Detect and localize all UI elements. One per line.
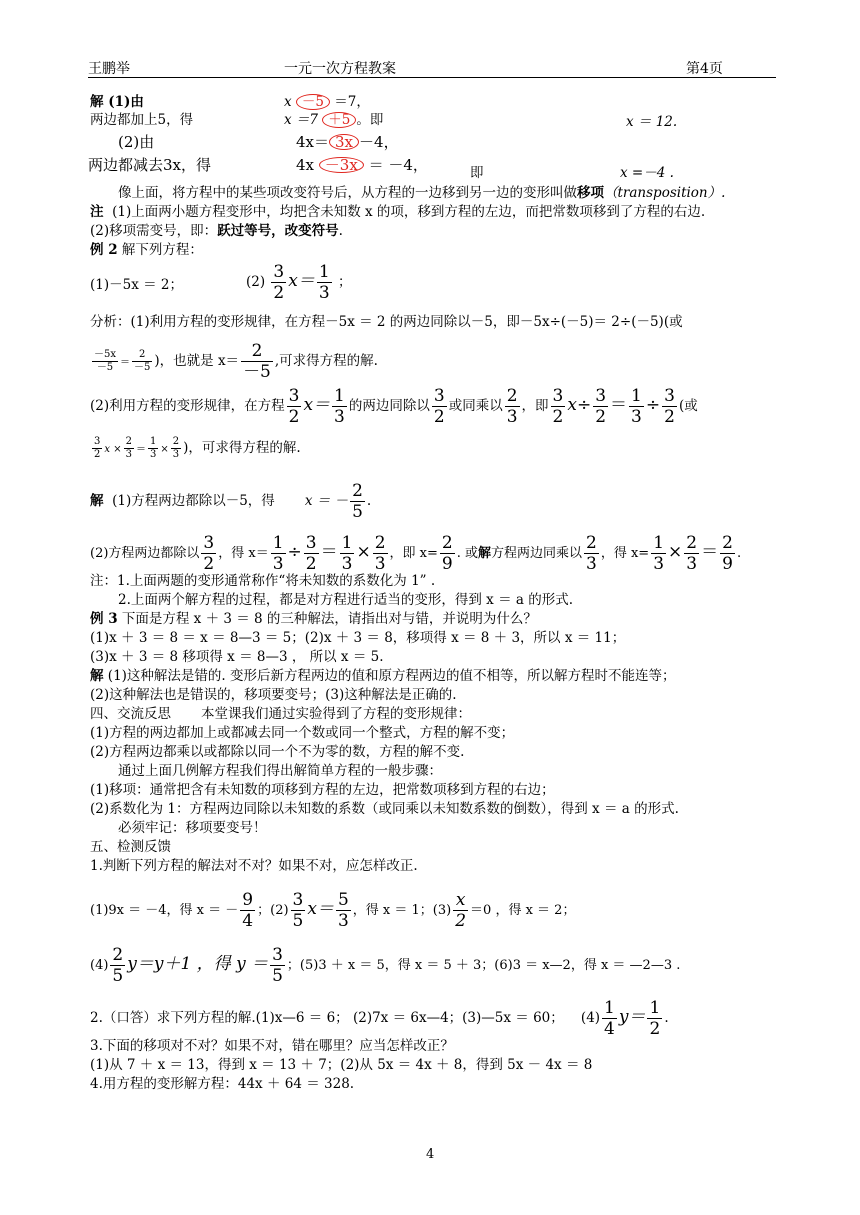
question2 — [90, 998, 669, 1039]
fraction-denominator: 3 — [341, 554, 353, 574]
fraction-denominator: 3 — [318, 283, 330, 303]
fraction-numerator: 3 — [292, 890, 304, 910]
text-fragment: (2)利用方程的变形规律，在方程 — [90, 398, 285, 414]
note3: 注：1.上面两题的变形通常称作“将未知数的系数化为 1” . — [90, 573, 436, 589]
fraction — [720, 533, 735, 574]
page-number: 4 — [426, 1147, 435, 1162]
text-fragment: ＝ －4， — [363, 156, 428, 174]
fraction-numerator: 2 — [125, 436, 132, 447]
fraction-denominator: 2 — [552, 407, 564, 427]
text-fragment: (1)上面两小题方程变形中，均把含未知数 x 的项，移到方程的左边，而把常数项移到了方程的右边. — [112, 204, 706, 220]
sol1-line3-eq — [296, 133, 399, 151]
fraction-denominator: 3 — [586, 554, 597, 574]
text-fragment: x ＝7 — [284, 112, 323, 128]
text-fragment: y＝y＋1 ，得 y ＝ — [127, 954, 269, 974]
question1-title: 1.判断下列方程的解法对不对？如果不对，应怎样改正. — [90, 858, 418, 874]
text-fragment: 注 — [90, 204, 104, 220]
question4: 4.用方程的变形解方程：44x ＋ 64 ＝ 328. — [90, 1076, 355, 1092]
text-fragment: 解 — [477, 546, 491, 561]
question3-title: 3.下面的移项对不对？如果不对，错在哪里？应当怎样改正？ — [90, 1038, 454, 1054]
fraction — [291, 890, 306, 931]
text-fragment: ＝ — [701, 542, 719, 562]
fraction-numerator: 3 — [203, 533, 215, 553]
fraction — [340, 533, 355, 574]
fraction-denominator: 2 — [203, 554, 215, 574]
text-fragment: x × — [104, 444, 122, 455]
fraction-numerator: 3 — [552, 386, 564, 406]
example2-heading — [90, 241, 203, 259]
section5-heading: 五、检测反馈 — [90, 839, 171, 855]
fraction-denominator: 3 — [272, 554, 284, 574]
section4-line6: 必须牢记：移项要变号！ — [118, 820, 267, 836]
circled-term: 3x — [329, 134, 359, 150]
text-fragment: 四、交流反思 — [90, 706, 171, 722]
question1-line2 — [90, 945, 680, 986]
fraction — [662, 386, 677, 427]
fraction-denominator: 2 — [94, 449, 101, 460]
fraction-denominator: 3 — [337, 911, 349, 931]
fraction-numerator: 2 — [506, 386, 518, 406]
fraction — [124, 436, 134, 461]
fraction-denominator: 2 — [455, 911, 467, 931]
header-author: 王鹏举 — [88, 61, 130, 77]
fraction-numerator: 2 — [722, 533, 733, 553]
para-transposition — [118, 184, 725, 202]
sol1-line1-label: 解 (1)由 — [90, 94, 144, 110]
fraction-numerator: －5x — [94, 349, 117, 360]
fraction-denominator: 3 — [149, 449, 157, 460]
fraction — [110, 945, 125, 986]
text-fragment: －4， — [359, 133, 399, 151]
fraction — [270, 945, 285, 986]
text-fragment: 像上面，将方程中的某些项改变符号后，从方程的一边移到另一边的变形叫做 — [118, 185, 577, 201]
analysis2-line2 — [90, 436, 301, 461]
sol1-line3-label: (2)由 — [118, 133, 155, 151]
fraction-denominator: 2 — [649, 1019, 661, 1039]
text-fragment: 移项 — [577, 185, 604, 201]
text-fragment: 4x＝ — [296, 133, 330, 151]
fraction — [240, 890, 255, 931]
section4-heading — [90, 705, 471, 723]
fraction — [317, 262, 332, 303]
solution2-line1 — [90, 481, 371, 522]
fraction-denominator: 3 — [374, 554, 386, 574]
text-fragment: . — [366, 493, 372, 509]
fraction-denominator: －5 — [134, 362, 151, 373]
fraction-denominator: 3 — [686, 554, 698, 574]
sol1-line4-label: 两边都减去3x，得 — [88, 156, 212, 174]
fraction-denominator: 4 — [242, 911, 254, 931]
fraction-numerator: 2 — [132, 349, 152, 362]
fraction-denominator: －5 — [243, 362, 271, 382]
fraction — [551, 386, 566, 427]
circled-term: ＋5 — [322, 112, 356, 128]
text-fragment: x — [284, 94, 296, 110]
fraction-denominator: －5 — [96, 362, 114, 373]
fraction-numerator: 3 — [94, 436, 101, 447]
circled-term: －5 — [296, 94, 330, 110]
fraction — [505, 386, 520, 427]
fraction-numerator: 1 — [341, 533, 353, 553]
fraction — [432, 386, 447, 427]
fraction-numerator: 3 — [305, 533, 317, 553]
fraction-numerator: 9 — [242, 890, 254, 910]
fraction-numerator: 2 — [112, 945, 124, 965]
text-fragment: × — [668, 542, 683, 562]
text-fragment: ＝ — [120, 357, 131, 368]
fraction-denominator: 5 — [112, 966, 124, 986]
note1 — [90, 203, 705, 221]
sol1-line5-result: x =－4 . — [620, 165, 674, 181]
example3-line2: (3)x ＋ 3 ＝ 8 移项得 x ＝ 8—3 ， 所以 x ＝ 5. — [90, 649, 384, 665]
section4-line4: (1)移项：通常把含有未知数的项移到方程的左边，把常数项移到方程的右边； — [90, 782, 555, 798]
fraction — [336, 890, 351, 931]
fraction — [332, 386, 347, 427]
text-fragment: ，得 x ＝ 1；(3) — [352, 903, 452, 918]
example3-heading — [90, 610, 537, 628]
fraction-numerator: 1 — [149, 436, 157, 447]
section4-line5: (2)系数化为 1：方程两边同除以未知数的系数（或同乘以未知数系数的倒数），得到 x ＝ a 的形式. — [90, 801, 679, 817]
fraction — [647, 998, 662, 1039]
text-fragment: (4) — [580, 1010, 601, 1026]
text-fragment: (1)9x ＝ －4，得 x ＝ － — [90, 903, 239, 918]
fraction-numerator: x — [453, 890, 468, 911]
text-fragment: 4x — [296, 156, 319, 174]
text-fragment: ,可求得方程的解. — [274, 353, 378, 369]
fraction-denominator: 2 — [305, 554, 317, 574]
solution3-line2: (2)这种解法也是错误的，移项要变号；(3)这种解法是正确的. — [90, 687, 457, 703]
text-fragment: ；(5)3 ＋ x ＝ 5，得 x ＝ 5 ＋ 3；(6)3 ＝ x—2，得 x ＝ —2—3 . — [286, 958, 681, 973]
text-fragment: 或同乘以 — [448, 398, 503, 414]
text-fragment: 的两边同除以 — [348, 398, 430, 414]
text-fragment: × — [356, 542, 371, 562]
fraction-numerator: 2 — [352, 481, 363, 501]
text-fragment: ＝7， — [330, 94, 370, 110]
text-fragment: . — [736, 546, 742, 561]
analysis1-line2 — [90, 341, 378, 382]
text-fragment: (1)方程两边都除以－5，得 — [112, 493, 275, 509]
question1-line1 — [90, 890, 575, 931]
fraction — [148, 436, 158, 461]
fraction-denominator: 2 — [288, 407, 300, 427]
fraction-numerator: 2 — [172, 436, 180, 447]
text-fragment: ＝ — [320, 542, 338, 562]
text-fragment: ＝ — [610, 395, 628, 415]
solution3-line1 — [90, 667, 676, 685]
fraction-numerator: 3 — [664, 386, 675, 406]
text-fragment: （transposition）. — [604, 185, 726, 201]
fraction — [584, 533, 599, 574]
fraction — [92, 436, 102, 461]
analysis2-line1 — [90, 386, 698, 427]
header-rule — [88, 77, 776, 78]
section4-line2: (2)方程两边都乘以或都除以同一个不为零的数，方程的解不变. — [90, 744, 465, 760]
example2-item1: (1)－5x ＝ 2； — [90, 277, 183, 293]
fraction-denominator: 2 — [273, 283, 285, 303]
text-fragment: (或 — [678, 398, 698, 414]
fraction — [629, 386, 644, 427]
fraction-numerator: 1 — [631, 386, 642, 406]
text-fragment: )，也就是 x＝ — [154, 353, 240, 369]
fraction — [593, 386, 608, 427]
sol1-line5-ji: 即 — [470, 165, 484, 181]
fraction-numerator: 1 — [653, 533, 665, 553]
text-fragment: (2) — [246, 274, 266, 290]
sol1-line4-eq — [296, 156, 428, 174]
fraction-numerator: 2 — [441, 533, 453, 553]
text-fragment: 跃过等号，改变符号 — [217, 223, 339, 239]
text-fragment: y＝ — [618, 1007, 646, 1027]
fraction-numerator: 1 — [604, 998, 615, 1018]
fraction-numerator: 2 — [586, 533, 597, 553]
section4-line3: 通过上面几例解方程我们得出解简单方程的一般步骤： — [118, 763, 442, 779]
fraction — [171, 436, 181, 461]
sol1-line1-eq — [284, 93, 370, 111]
text-fragment: x ＝ － — [304, 493, 349, 509]
text-fragment: x＝ — [288, 271, 315, 291]
text-fragment: x＝ — [307, 899, 334, 919]
fraction-numerator: 5 — [337, 890, 349, 910]
fraction-numerator: 1 — [334, 386, 345, 406]
text-fragment: × — [160, 444, 169, 455]
text-fragment: ，即 — [521, 398, 549, 414]
text-fragment: ； — [337, 274, 352, 290]
text-fragment: 例 2 — [90, 242, 118, 258]
text-fragment: ＝0 ，得 x ＝ 2； — [470, 903, 576, 918]
text-fragment: 2.（口答）求下列方程的解.(1)x—6 ＝ 6； (2)7x ＝ 6x—4；(3)—5x ＝ 60； — [90, 1010, 564, 1026]
fraction — [271, 262, 286, 303]
text-fragment: x÷ — [567, 395, 592, 415]
text-fragment: ；(2) — [257, 903, 289, 918]
fraction — [132, 349, 152, 374]
sol1-line2-result: x ＝ 12. — [626, 114, 678, 130]
fraction — [684, 533, 699, 574]
fraction-denominator: 5 — [292, 911, 304, 931]
section4-line1: (1)方程的两边都加上或都减去同一个数或同一个整式，方程的解不变； — [90, 725, 515, 741]
text-fragment: 解 — [90, 493, 104, 509]
text-fragment: ，得 x＝ — [218, 546, 269, 561]
fraction-denominator: 2 — [595, 407, 607, 427]
fraction-numerator: 2 — [686, 533, 698, 553]
fraction-denominator: 3 — [125, 449, 132, 460]
text-fragment: ，即 x= — [389, 546, 438, 561]
example2-item2 — [246, 262, 351, 303]
fraction — [201, 533, 216, 574]
fraction-denominator: 9 — [722, 554, 733, 574]
text-fragment: . — [338, 223, 343, 239]
text-fragment: 。即 — [356, 112, 384, 128]
text-fragment: (1)这种解法是错的. 变形后新方程两边的值和原方程两边的值不相等，所以解方程时不能连等； — [107, 668, 676, 684]
fraction-denominator: 3 — [334, 407, 345, 427]
fraction-denominator: 3 — [631, 407, 642, 427]
fraction — [373, 533, 388, 574]
fraction-numerator: 3 — [288, 386, 300, 406]
text-fragment: (4) — [90, 958, 109, 973]
fraction-denominator: 3 — [172, 449, 180, 460]
text-fragment: . 或 — [456, 546, 478, 561]
fraction — [271, 533, 286, 574]
text-fragment: 本堂课我们通过实验得到了方程的变形规律： — [201, 706, 472, 722]
fraction-numerator: 3 — [273, 262, 285, 282]
text-fragment: (2)移项需变号，即： — [90, 223, 218, 239]
fraction — [440, 533, 455, 574]
fraction — [287, 386, 302, 427]
text-fragment: 方程两边同乘以 — [491, 546, 583, 561]
text-fragment: ÷ — [287, 542, 302, 562]
fraction-numerator: 2 — [374, 533, 386, 553]
fraction-numerator: 3 — [272, 945, 283, 965]
sol1-line2-label: 两边都加上5，得 — [90, 112, 194, 128]
analysis1-line1: 分析：(1)利用方程的变形规律，在方程－5x ＝ 2 的两边同除以－5，即－5x÷(－5)＝ 2÷(－5)(或 — [90, 314, 683, 330]
text-fragment: 例 3 — [90, 611, 118, 627]
text-fragment: ，得 x= — [600, 546, 650, 561]
text-fragment: . — [664, 1010, 669, 1026]
text-fragment: )，可求得方程的解. — [183, 440, 301, 456]
fraction-denominator: 4 — [604, 1019, 615, 1039]
fraction-denominator: 3 — [653, 554, 665, 574]
note4: 2.上面两个解方程的过程，都是对方程进行适当的变形，得到 x ＝ a 的形式. — [118, 592, 573, 608]
fraction-numerator: 1 — [318, 262, 330, 282]
text-fragment: ＝ — [135, 444, 146, 455]
fraction-denominator: 5 — [272, 966, 283, 986]
fraction-denominator: 2 — [433, 407, 445, 427]
text-fragment: (2)方程两边都除以 — [90, 546, 200, 561]
header-page: 第4页 — [686, 61, 723, 77]
sol1-line2-eq — [284, 111, 383, 129]
fraction-denominator: 9 — [441, 554, 453, 574]
note2 — [90, 222, 343, 240]
fraction — [453, 890, 468, 931]
fraction-denominator: 5 — [352, 502, 363, 522]
fraction — [651, 533, 666, 574]
text-fragment: x＝ — [303, 395, 331, 415]
fraction-denominator: 2 — [664, 407, 675, 427]
question3-line1: (1)从 7 ＋ x ＝ 13，得到 x ＝ 13 ＋ 7；(2)从 5x ＝ 4x ＋ 8，得到 5x － 4x ＝ 8 — [90, 1057, 593, 1073]
fraction-numerator: 3 — [433, 386, 445, 406]
text-fragment: 解 — [90, 668, 104, 684]
fraction — [304, 533, 319, 574]
text-fragment: ÷ — [645, 395, 661, 415]
fraction-numerator: 1 — [649, 998, 661, 1018]
solution2-line2 — [90, 533, 741, 574]
circled-term: －3x — [319, 157, 364, 173]
fraction-numerator: 1 — [272, 533, 284, 553]
fraction-denominator: 3 — [506, 407, 518, 427]
fraction-numerator: 2 — [241, 341, 273, 362]
fraction-numerator: 3 — [595, 386, 607, 406]
text-fragment: 下面是方程 x ＋ 3 ＝ 8 的三种解法，请指出对与错，并说明为什么？ — [121, 611, 537, 627]
fraction — [92, 349, 118, 374]
fraction — [602, 998, 617, 1039]
example3-line1: (1)x ＋ 3 ＝ 8 ＝ x ＝ 8—3 ＝ 5；(2)x ＋ 3 ＝ 8，移项得 x ＝ 8 ＋ 3，所以 x ＝ 11； — [90, 630, 626, 646]
text-fragment: 解下列方程： — [121, 242, 203, 258]
fraction — [350, 481, 365, 522]
header-title: 一元一次方程教案 — [284, 61, 396, 77]
fraction — [241, 341, 273, 382]
